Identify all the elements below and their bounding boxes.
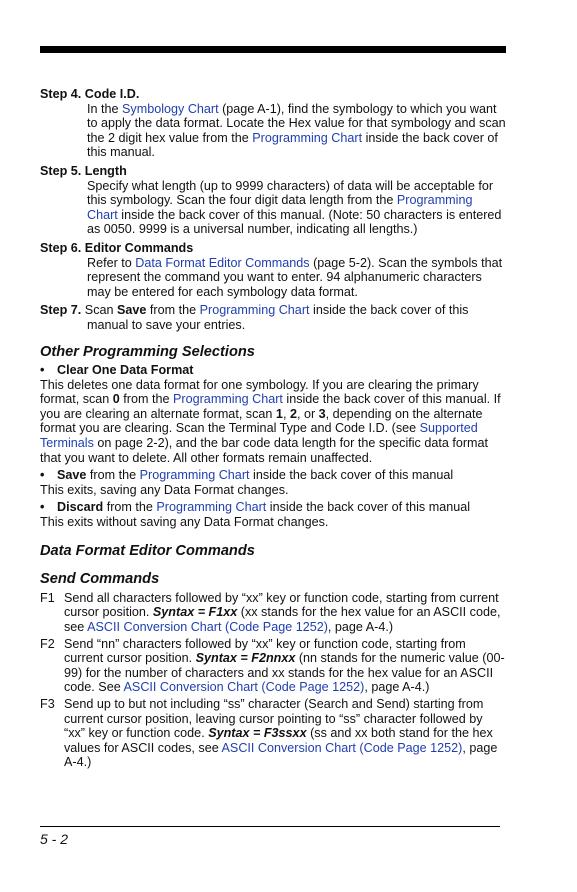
text-run: Send “nn” characters followed by “xx” key or function code, starting from current cursor position. [64,636,466,666]
symbology-chart-link[interactable]: Symbology Chart [122,101,219,116]
syntax: Syntax = F1xx [152,605,238,620]
save-keyword: Save [57,468,87,483]
discard-item [40,500,506,529]
text-run: from the [146,303,200,318]
save-description: This exits, saving any Data Format changes. [40,482,289,497]
f3-command [40,697,506,770]
step-5-text [40,179,506,237]
text-run: , or [296,406,319,421]
page-number: 5 - 2 [40,831,69,847]
send-commands-heading: Send Commands [40,571,160,588]
discard-description: This exits without saving any Data Format changes. [40,515,329,530]
step-6-text [40,256,506,300]
bullet: • [40,468,45,483]
bold-value: 2 [289,406,297,421]
ascii-chart-link[interactable]: ASCII Conversion Chart (Code Page 1252) [123,680,365,695]
ascii-chart-link[interactable]: ASCII Conversion Chart (Code Page 1252) [221,740,463,755]
save-item [40,468,506,497]
step-4 [40,87,506,160]
discard-keyword: Discard [57,500,104,515]
other-programming-heading: Other Programming Selections [40,343,255,360]
text-run: (nn stands for the numeric value (00-99) for the number of characters and xx stands for the hex value for an ASCII code. See [64,651,505,695]
bullet: • [40,363,45,378]
text-run: Refer to [87,255,136,270]
clear-format-text [40,378,506,466]
command-code: F2 [40,636,55,651]
save-keyword: Save [117,303,147,318]
step-6-heading: Step 6. Editor Commands [40,240,194,255]
data-format-editor-commands-link[interactable]: Data Format Editor Commands [135,255,310,270]
programming-chart-link[interactable]: Programming Chart [87,193,473,222]
text-run: (page 5-2). Scan the symbols that represent the command you want to enter. 94 alphanumeric characters may be entered for each symbology data format. [87,255,503,299]
command-code: F1 [40,590,55,605]
text-run: (xx stands for the hex value for an ASCII code, see [64,605,501,634]
text-run: (page A-1), find the symbology to which you want to apply the data format. Locate the Hex value for that symbology and scan the 2 digit hex value from the [87,101,506,145]
data-format-editor-heading: Data Format Editor Commands [40,542,255,559]
text-run: , page A-4.) [64,740,498,770]
text-run: Scan [81,303,117,318]
text-run: In the [87,101,123,116]
step-4-text [40,102,506,160]
step-7 [40,303,506,332]
text-run: Send all characters followed by “xx” key or function code, starting from current cursor position. [64,590,499,620]
bold-value: 3 [318,406,326,421]
bold-value: 1 [275,406,283,421]
text-run: inside the back cover of this manual to save your entries. [87,303,469,332]
syntax: Syntax = F3ssxx [208,726,307,741]
discard-line [57,500,506,515]
f1-command [40,591,506,635]
text-run: inside the back cover of this manual [249,468,454,483]
text-run: from the [103,500,157,515]
bullet: • [40,500,45,515]
text-run: , [282,406,290,421]
page-content [40,87,506,772]
programming-chart-link[interactable]: Programming Chart [173,392,283,407]
text-run: from the [86,468,140,483]
text-run: , page A-4.) [327,620,394,634]
programming-chart-link[interactable]: Programming Chart [156,500,267,515]
supported-terminals-link[interactable]: Supported Terminals [40,421,478,451]
text-run: inside the back cover of this manual. If you are clearing an alternate format, scan [40,392,501,421]
other-programming-list [40,363,506,530]
step-5 [40,164,506,237]
ascii-chart-link[interactable]: ASCII Conversion Chart (Code Page 1252) [87,620,328,634]
bold-value: 0 [112,392,120,407]
text-run: inside the back cover of this manual [266,500,471,515]
f2-command [40,637,506,695]
programming-chart-link[interactable]: Programming Chart [199,303,310,318]
footer-rule [40,826,500,827]
header-rule [40,46,506,53]
text-run: (ss and xx both stand for the hex values for ASCII codes, see [64,726,493,755]
text-run: , depending on the alternate format you are clearing. Scan the Terminal Type and Code I.D. (see [40,406,483,436]
text-run: from the [119,392,174,407]
programming-chart-link[interactable]: Programming Chart [252,130,363,145]
programming-chart-link[interactable]: Programming Chart [139,468,250,483]
text-run: This deletes one data format for one symbology. If you are clearing the primary format, scan [40,377,479,407]
text-run: inside the back cover of this manual. [87,130,498,160]
command-code: F3 [40,696,55,711]
text-run: inside the back cover of this manual. (Note: 50 characters is entered as 0050. 9999 is a universal number, indicating all lengths.) [87,207,502,237]
step-4-heading: Step 4. Code I.D. [40,87,140,101]
step-7-heading: Step 7. [40,303,82,318]
syntax: Syntax = F2nnxx [195,651,296,666]
clear-format-item [40,363,506,465]
step-5-heading: Step 5. Length [40,163,127,178]
text-run: Specify what length (up to 9999 characters) of data will be acceptable for this symbology. Scan the four digit data length from the [87,178,494,208]
text-run: , page A-4.) [364,680,430,695]
text-run: Send up to but not including “ss” character (Search and Send) starting from current cursor position, leaving cursor pointing to “ss” character followed by “xx” key or function code. [64,696,484,741]
save-line [57,468,506,483]
step-6 [40,241,506,299]
text-run: on page 2-2), and the bar code data length for the specific data format that you want to delete. All other formats remain unaffected. [40,436,489,465]
clear-format-heading: Clear One Data Format [57,363,194,378]
